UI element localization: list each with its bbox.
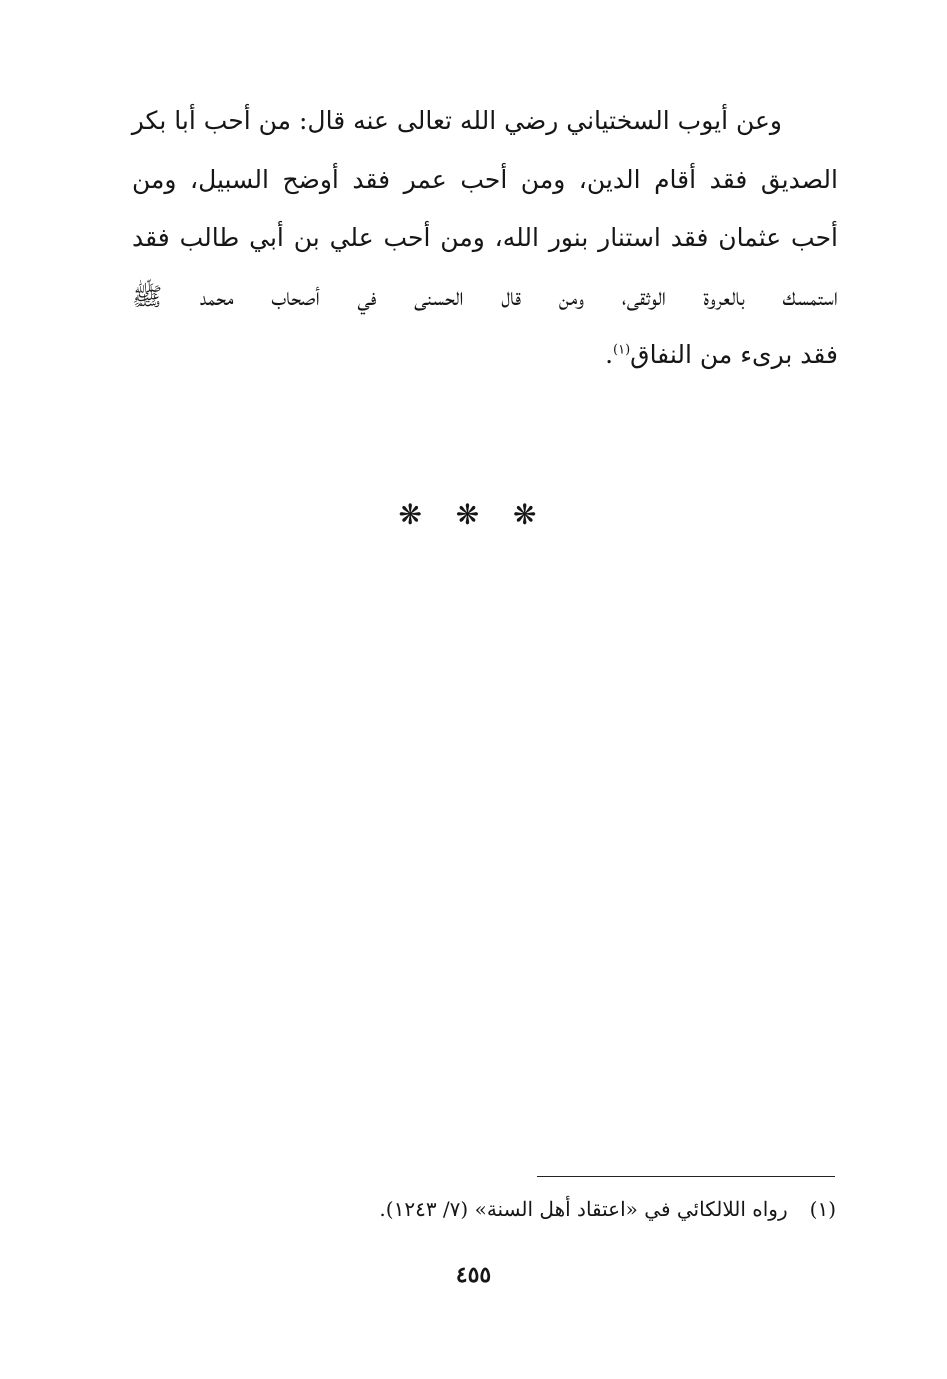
footnote-divider (537, 1176, 835, 1177)
paragraph-line-4: استمسك بالعروة الوثقى، ومن قال الحسنى في أصحاب محمد ﷺ (132, 281, 838, 311)
end-punctuation: . (605, 340, 614, 369)
section-separator: ❋ ❋ ❋ (398, 498, 549, 531)
paragraph-line-1: وعن أيوب السختياني رضي الله تعالى عنه قال: من أحب أبا بكر (131, 106, 782, 135)
paragraph-line-5 (132, 326, 838, 385)
footnote-number: (١) (809, 1197, 836, 1221)
footnote (379, 1197, 836, 1221)
paragraph-line-5-text: فقد برىء من النفاق (630, 340, 838, 369)
page-number: ٤٥٥ (455, 1262, 492, 1288)
footnote-reference: (١) (613, 342, 631, 358)
footnote-text: رواه اللالكائي في «اعتقاد أهل السنة» (٧/ ١٢٤٣). (379, 1197, 788, 1221)
main-paragraph (132, 92, 838, 385)
paragraph-line-3: أحب عثمان فقد استنار بنور الله، ومن أحب علي بن أبي طالب فقد (132, 223, 838, 252)
paragraph-line-2: الصديق فقد أقام الدين، ومن أحب عمر فقد أوضح السبيل، ومن (132, 164, 838, 194)
